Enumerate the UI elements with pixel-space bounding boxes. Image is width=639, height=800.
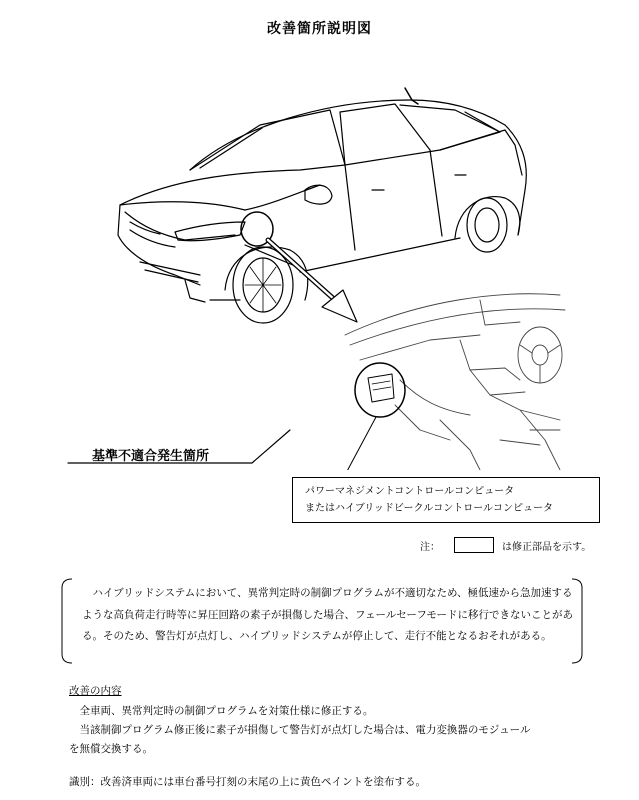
remedy-content	[69, 702, 589, 759]
legend-prefix: 注：	[420, 541, 440, 553]
defect-description: ハイブリッドシステムにおいて、異常判定時の制御プログラムが不適切なため、極低速から急加速するような高負荷走行時等に昇圧回路の素子が損傷した場合、フェールセーフモードに移行できないことがある。そのため、警告灯が点灯し、ハイブリッドシステムが停止して、走行不能となるおそれがある。	[82, 587, 573, 642]
left-bracket	[60, 578, 74, 664]
remedy-heading: 改善の内容	[69, 685, 122, 697]
part-name-line-1: パワーマネジメントコントロールコンピュータ	[305, 486, 515, 497]
legend-suffix: は修正部品を示す。	[502, 541, 592, 553]
part-name-line-2: またはハイブリッドビークルコントロールコンピュータ	[305, 503, 553, 514]
legend-note	[420, 537, 591, 553]
right-bracket	[570, 578, 584, 664]
identification-note: 識別：改善済車両には車台番号打刻の末尾の上に黄色ペイントを塗布する。	[69, 776, 426, 788]
remedy-line-3: を無償交換する。	[69, 743, 153, 755]
part-name-box	[292, 477, 600, 523]
legend-box-swatch	[454, 537, 494, 553]
remedy-line-2: 当該制御プログラム修正後に素子が損傷して警告灯が点灯した場合は、電力変換器のモジュール	[79, 724, 531, 736]
non-conformity-location-label: 基準不適合発生箇所	[92, 449, 210, 464]
remedy-line-1: 全車両、異常判定時の制御プログラムを対策仕様に修正する。	[79, 705, 374, 717]
page-title: 改善箇所説明図	[267, 21, 372, 37]
